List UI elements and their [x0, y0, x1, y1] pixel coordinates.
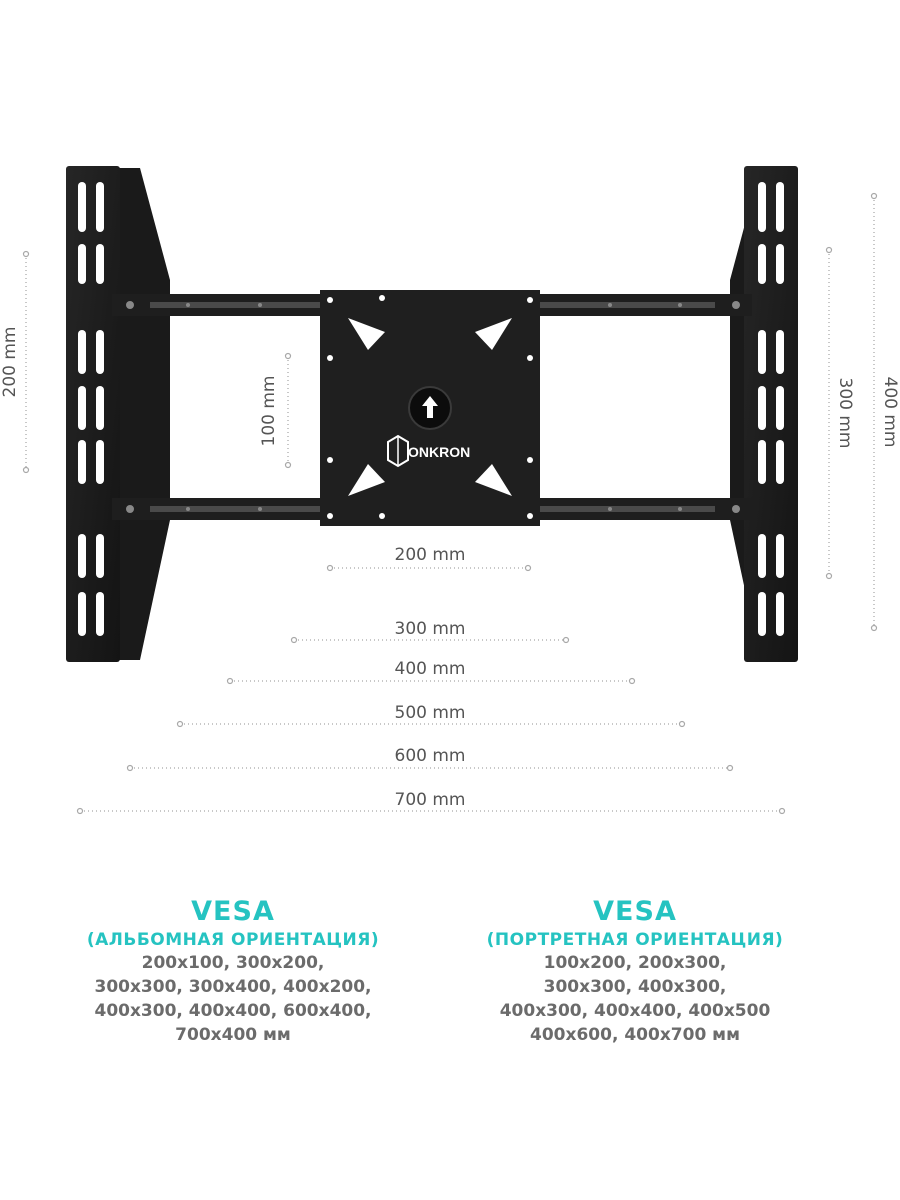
vesa-portrait-line: 300x300, 400x300, — [543, 977, 727, 997]
vesa-portrait-block — [445, 895, 825, 1047]
vesa-landscape-subtitle: (АЛЬБОМНАЯ ОРИЕНТАЦИЯ) — [86, 930, 380, 950]
dim-label-left-200: 200 mm — [0, 326, 20, 398]
dim-label-h-600: 600 mm — [394, 746, 466, 766]
right-vertical-plate — [744, 166, 798, 662]
dim-label-inner-100: 100 mm — [259, 375, 279, 447]
dim-label-h-300: 300 mm — [394, 619, 466, 639]
dim-label-h-500: 500 mm — [394, 703, 466, 723]
vesa-portrait-line: 100x200, 200x300, — [543, 953, 727, 973]
vesa-portrait-line: 400x600, 400x700 мм — [530, 1025, 740, 1045]
vesa-portrait-subtitle: (ПОРТРЕТНАЯ ОРИЕНТАЦИЯ) — [486, 930, 784, 950]
vesa-landscape-line: 400x300, 400x400, 600x400, — [94, 1001, 372, 1021]
dim-label-h-400: 400 mm — [394, 659, 466, 679]
vesa-portrait-line: 400x300, 400x400, 400x500 — [499, 1001, 771, 1021]
vesa-landscape-line: 700x400 мм — [175, 1025, 291, 1045]
dim-label-h-200: 200 mm — [394, 545, 466, 565]
vesa-landscape-line: 200x100, 300x200, — [141, 953, 325, 973]
vesa-portrait-title: VESA — [593, 896, 677, 927]
vesa-landscape-line: 300x300, 300x400, 400x200, — [94, 977, 372, 997]
dim-label-right-300: 300 mm — [835, 377, 855, 449]
vesa-landscape-title: VESA — [191, 896, 275, 927]
left-vertical-plate — [66, 166, 120, 662]
dim-label-right-400: 400 mm — [880, 376, 900, 448]
vesa-landscape-block — [43, 895, 423, 1047]
logo-text: ONKRON — [408, 444, 471, 460]
dim-label-h-700: 700 mm — [394, 790, 466, 810]
tv-mount-bracket — [66, 166, 798, 662]
